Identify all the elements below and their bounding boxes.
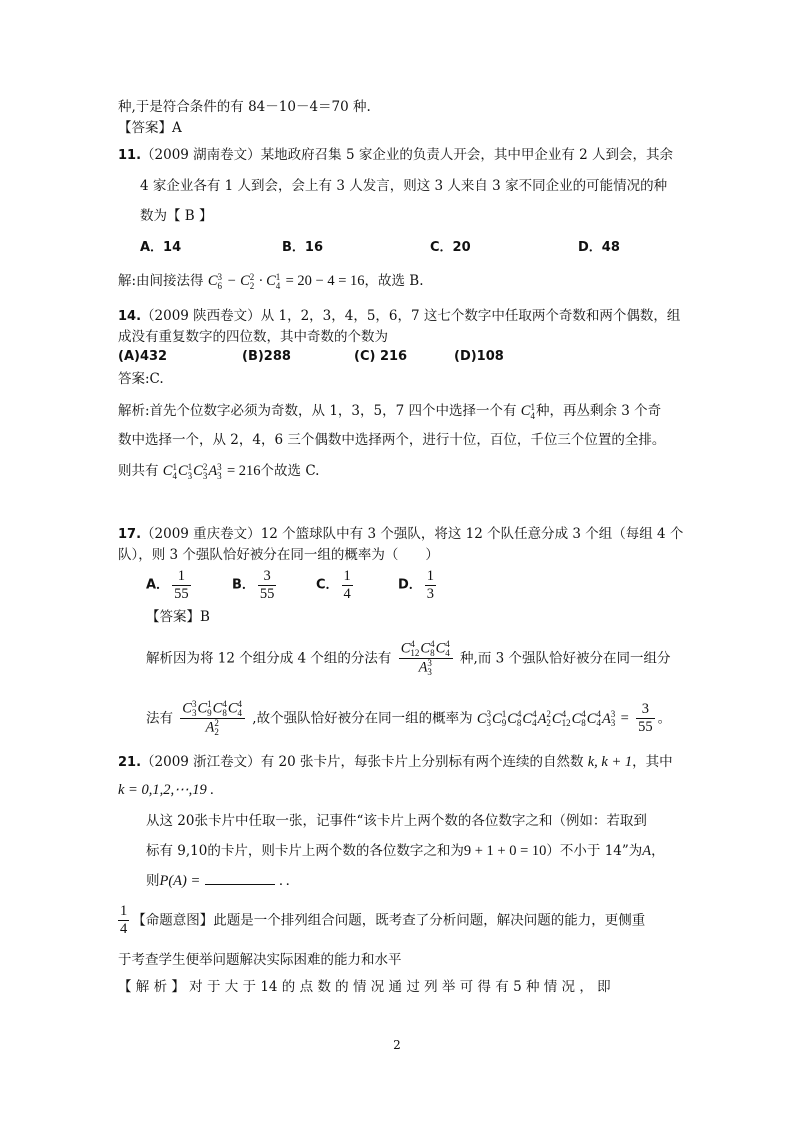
question-number: 17. <box>118 527 142 542</box>
solution-text: 【 解 析 】 对 于 大 于 14 的 点 数 的 情 况 通 过 列 举 可 得 有 5 种 情 况 ， 即 <box>118 979 611 995</box>
question-14-solution-1 <box>118 401 661 421</box>
combination-expression: C 1 4 C 1 3 C 2 3 A 3 3 <box>162 461 222 481</box>
option-d: (D)108 <box>454 349 504 364</box>
answer-label: 【答案】A <box>118 120 182 136</box>
option-a: A． $\frac{1}{55}$ <box>146 568 189 602</box>
solution-text: 则共有 <box>118 463 159 479</box>
option-c: (C) 216 <box>354 349 408 364</box>
question-text: 队），则 3 个强队恰好被分在同一组的概率为（ ） <box>118 547 439 563</box>
event-symbol: A <box>642 843 652 859</box>
intent-text: 于考查学生便举问题解决实际困难的能力和水平 <box>118 952 402 968</box>
solution-result: = 216 <box>226 463 261 479</box>
question-text: 某地政府召集 5 家企业的负责人开会，其中甲企业有 2 人到会，其余 <box>260 147 674 163</box>
intent-text: 【命题意图】此题是一个排列组合问题，既考查了分析问题，解决问题的能力，更侧重 <box>132 912 646 929</box>
question-text: 数为【 B 】 <box>140 208 213 224</box>
combination-expression: C 3 6 − C 2 2 · C 1 4 <box>207 271 281 291</box>
question-11-solution <box>118 271 424 291</box>
question-number: 14. <box>118 309 142 324</box>
solution-result: = 20 − 4 = 16 <box>285 273 365 289</box>
question-17-line-1 <box>118 524 683 545</box>
solution-text: 数中选择一个，从 2，4，6 三个偶数中选择两个，进行十位，百位，千位三个位置的全排。 <box>118 432 666 448</box>
question-17-solution-1 <box>146 640 671 677</box>
question-21-line-4: 标有 9,10的卡片，则卡片上两个数的各位数字之和为9 + 1 + 0 = 10）不小于 14”为A， <box>146 843 665 859</box>
option-a: (A)432 <box>118 349 168 364</box>
answer-label: 答案:C. <box>118 371 164 387</box>
question-21-line-2 <box>118 780 214 800</box>
probability-result: $\frac{3}{55}$ <box>638 701 653 735</box>
option-c: C． $\frac{1}{4}$ <box>316 568 351 602</box>
continuation-text: 种,于是符合条件的有 84－10－4＝70 种. <box>118 99 371 115</box>
question-text: 标有 9,10的卡片，则卡片上两个数的各位数字之和为 <box>146 843 464 859</box>
question-14-solution-3 <box>118 461 319 481</box>
question-text: ）不小于 14”为 <box>546 843 643 859</box>
option-d: D． $\frac{1}{3}$ <box>398 568 435 602</box>
question-source: （2009 湖南卷文） <box>141 147 261 163</box>
page-number: 2 <box>393 1038 401 1052</box>
question-21-solution <box>118 977 611 997</box>
option-b: (B)288 <box>242 349 291 364</box>
option-d: D．48 <box>578 240 620 255</box>
question-11-line-3 <box>140 206 213 226</box>
solution-text: ，故选 B. <box>364 273 424 289</box>
question-text: 从这 20张卡片中任取一张，记事件“该卡片上两个数的各位数字之和（例如：若取到 <box>146 813 647 829</box>
solution-text: ,故个强队恰好被分在同一组的概率为 <box>252 710 473 727</box>
question-21-intent <box>118 903 645 938</box>
question-text: 12 个篮球队中有 3 个强队，将这 12 个队任意分成 3 个组（每组 4 个 <box>260 526 684 542</box>
solution-text: 解析:首先个位数字必须为奇数，从 1，3，5，7 四个中选择一个有 <box>118 403 517 419</box>
question-14-line-1 <box>118 306 680 327</box>
question-text: 有 20 张卡片，每张卡片上分别标有两个连续的自然数 <box>260 754 584 770</box>
solution-text: 解析因为将 12 个组分成 4 个组的分法有 <box>146 650 392 667</box>
question-17-line-2 <box>118 545 439 565</box>
question-14-line-2 <box>118 327 388 347</box>
question-source: （2009 陕西卷文） <box>141 308 261 324</box>
question-number: 21. <box>118 755 142 770</box>
question-17-solution-2: 法有 C 3 3 C 1 9 C 4 8 C 4 4 A 2 2 ,故个强队恰好被分在同一组的概率为 C 3 3 C 1 9 C 4 8 C 4 4 A 2 2 C 4 12 C 4 8 C 4 4 A 3 3 = $\frac{3}{55}$ 。 <box>146 699 672 737</box>
option-b: B． $\frac{3}{55}$ <box>232 568 275 602</box>
solution-text: 法有 <box>146 710 173 727</box>
question-source: （2009 重庆卷文） <box>141 526 261 542</box>
question-text: 则 <box>146 873 160 889</box>
answer-label: 【答案】B <box>146 609 210 625</box>
question-11-line-1 <box>118 145 673 166</box>
text-line <box>118 97 371 117</box>
grouping-fraction: C 3 3 C 1 9 C 4 8 C 4 4 A 2 2 <box>180 700 245 737</box>
question-14-solution-2 <box>118 430 665 450</box>
question-17-answer <box>146 607 210 627</box>
math-expression: k, k + 1 <box>587 754 633 770</box>
answer-blank <box>205 872 275 885</box>
solution-text: 个故选 C. <box>260 463 320 479</box>
solution-text: 种,而 3 个强队恰好被分在同一组分 <box>460 650 671 667</box>
question-14-answer <box>118 369 164 389</box>
question-21-line-3 <box>146 811 647 831</box>
option-c: C．20 <box>430 240 471 255</box>
solution-text: 解:由间接法得 <box>118 273 204 289</box>
question-text: 从 1，2，3，4，5，6，7 这七个数字中任取两个奇数和两个偶数，组 <box>260 308 681 324</box>
probability-symbol: P(A) = <box>159 873 201 889</box>
question-text: ，其中 <box>632 754 673 770</box>
math-expression: 9 + 1 + 0 = 10 <box>463 843 547 859</box>
option-a: A．14 <box>140 240 182 255</box>
question-text: 成没有重复数字的四位数，其中奇数的个数为 <box>118 329 388 345</box>
question-text: 4 家企业各有 1 人到会，会上有 3 人发言，则这 3 人来自 3 家不同企业的可能情况的种 <box>140 178 668 194</box>
question-11-line-2 <box>140 176 667 196</box>
question-21-line-1 <box>118 752 673 773</box>
partition-fraction: C 4 12 C 4 8 C 4 4 A 3 3 <box>399 640 453 677</box>
option-b: B．16 <box>282 240 323 255</box>
combination-expression: C 1 4 <box>520 401 535 421</box>
question-21-intent-2 <box>118 950 402 970</box>
question-source: （2009 浙江卷文） <box>141 754 261 770</box>
answer-line <box>118 118 182 138</box>
probability-expression: C 3 3 C 1 9 C 4 8 C 4 4 A 2 2 C 4 12 C 4 8 C 4 4 A 3 3 <box>476 709 616 729</box>
question-21-line-5: 则P(A) = ．． <box>146 873 300 889</box>
math-expression: k = 0,1,2,⋯,19 . <box>118 782 214 798</box>
solution-text: 种，再丛剩余 3 个奇 <box>535 403 662 419</box>
question-number: 11. <box>118 148 142 163</box>
answer-fraction: $\frac{1}{4}$ <box>120 903 128 937</box>
